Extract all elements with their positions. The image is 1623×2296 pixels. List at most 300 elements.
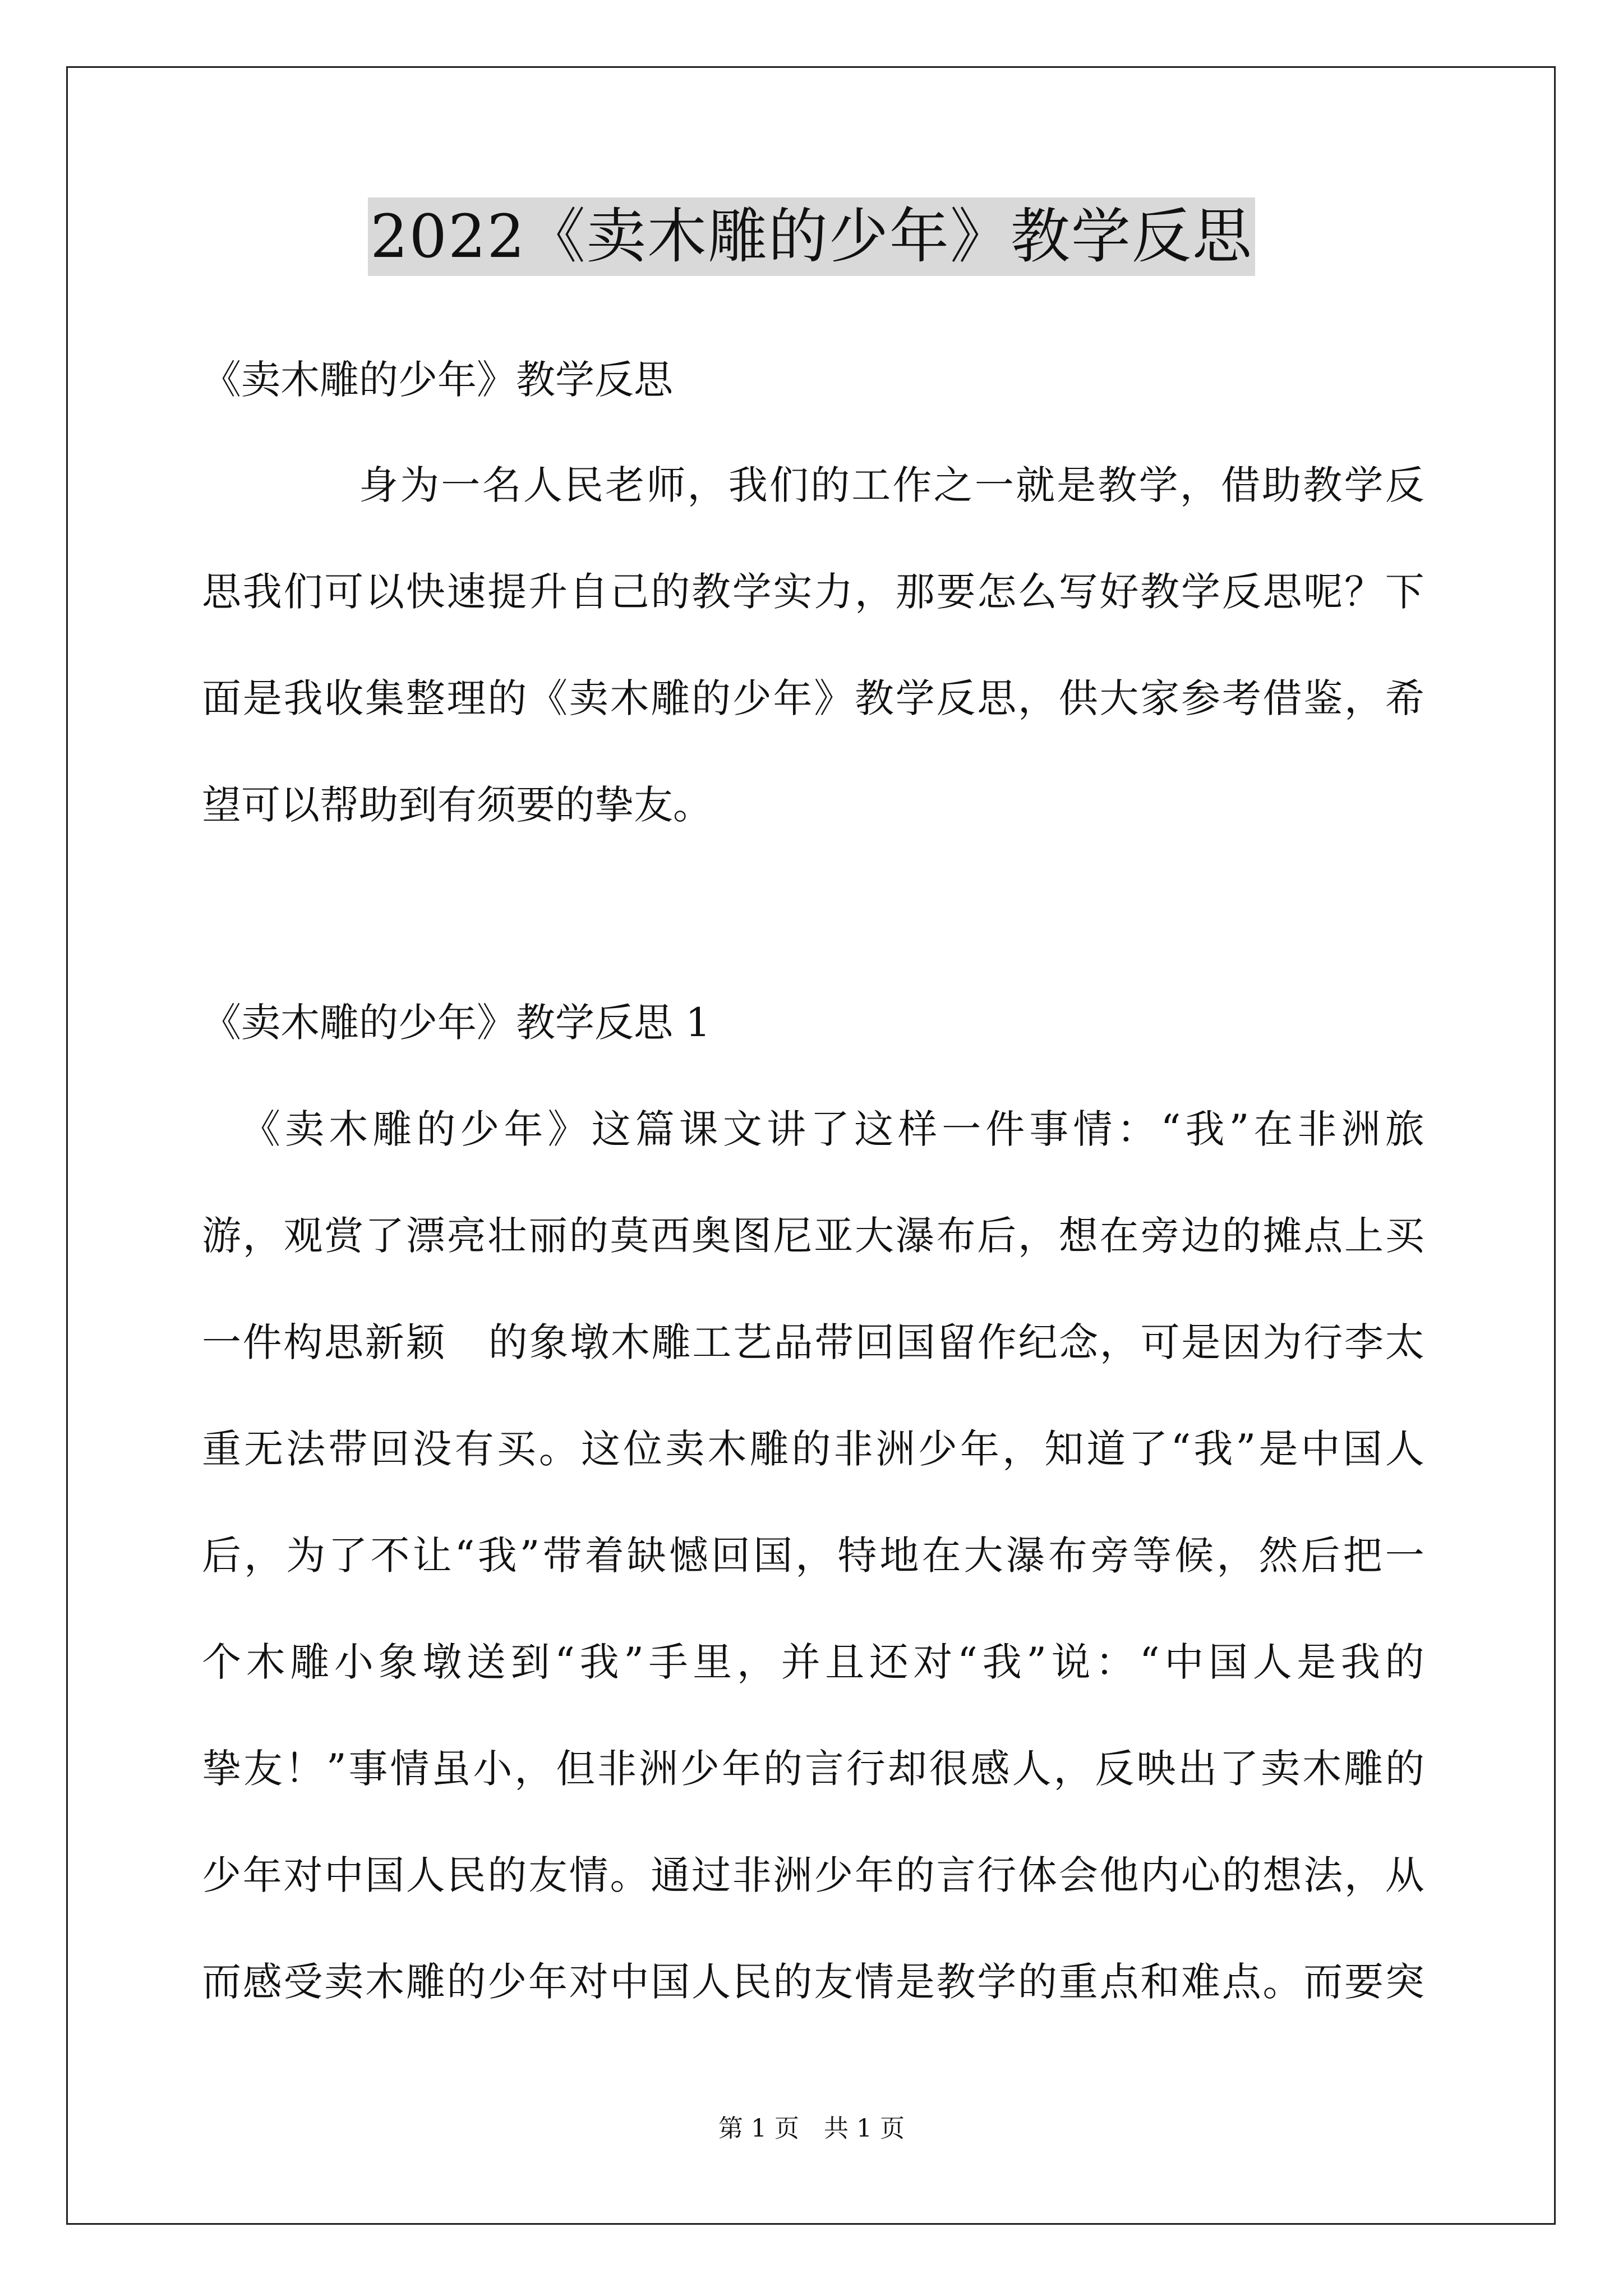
- glyph: 之: [933, 462, 973, 508]
- glyph: 游: [202, 1213, 241, 1259]
- glyph: 一: [1385, 1533, 1424, 1579]
- glyph: ，: [244, 1533, 284, 1579]
- glyph: 在: [921, 1533, 961, 1579]
- glyph: 后: [977, 1213, 1017, 1259]
- glyph: 思: [202, 569, 241, 615]
- glyph: ，: [1018, 1213, 1057, 1259]
- glyph: 一: [974, 462, 1014, 508]
- glyph: 课: [679, 1106, 718, 1152]
- glyph: 教: [936, 1959, 976, 2005]
- glyph: 思: [1262, 569, 1302, 615]
- glyph: 年: [773, 675, 813, 721]
- glyph: 洲: [1341, 1106, 1381, 1152]
- glyph: 映: [1136, 1746, 1176, 1792]
- glyph: 了: [1219, 1746, 1259, 1792]
- glyph: 的: [763, 1746, 803, 1792]
- glyph: 集: [365, 675, 404, 721]
- glyph: 洲: [773, 1852, 813, 1898]
- glyph: 写: [1058, 569, 1098, 615]
- glyph: 国: [365, 1852, 404, 1898]
- section1-line-wrap-8: [202, 1852, 1424, 1898]
- glyph: “: [1170, 1426, 1191, 1472]
- glyph: 大: [1099, 675, 1139, 721]
- glyph: 莫: [610, 1213, 649, 1259]
- glyph: 了: [365, 1213, 404, 1259]
- glyph: 感: [970, 1746, 1010, 1792]
- glyph: 怎: [977, 569, 1017, 615]
- glyph: 国: [1209, 1639, 1248, 1685]
- glyph: 教: [1098, 462, 1137, 508]
- glyph: 反: [1221, 569, 1261, 615]
- glyph: 那: [895, 569, 935, 615]
- glyph: 新: [365, 1319, 404, 1365]
- glyph: 行: [1303, 1319, 1343, 1365]
- intro-first-line-wrap: [202, 462, 1424, 508]
- glyph: 旅: [1385, 1106, 1424, 1152]
- glyph: 年: [528, 1959, 568, 2005]
- glyph: 么: [1018, 569, 1057, 615]
- glyph: 人: [1012, 1746, 1052, 1792]
- glyph: 学: [977, 1959, 1017, 2005]
- glyph: 想: [1262, 1852, 1302, 1898]
- glyph: 少: [680, 1746, 720, 1792]
- glyph: 学: [895, 675, 935, 721]
- glyph: 为: [1262, 1319, 1302, 1365]
- glyph: 们: [769, 462, 809, 508]
- glyph: 友: [528, 1852, 568, 1898]
- glyph: 赏: [324, 1213, 364, 1259]
- glyph: 少: [814, 1852, 854, 1898]
- glyph: 奥: [691, 1213, 731, 1259]
- glyph: 言: [804, 1746, 844, 1792]
- glyph: 了: [328, 1533, 368, 1579]
- glyph: 壮: [487, 1213, 527, 1259]
- glyph: 非: [833, 1426, 873, 1472]
- title-container: [0, 197, 1623, 276]
- glyph: “: [1139, 1639, 1160, 1685]
- glyph: 助: [1262, 462, 1302, 508]
- glyph: 借: [1220, 462, 1260, 508]
- glyph: 受: [283, 1959, 323, 2005]
- glyph: “: [1160, 1106, 1181, 1152]
- glyph: 实: [773, 569, 813, 615]
- glyph: 我: [283, 675, 323, 721]
- glyph: 年: [721, 1746, 761, 1792]
- glyph: ，: [855, 569, 894, 615]
- glyph: 他: [1099, 1852, 1139, 1898]
- glyph: 木: [246, 1639, 285, 1685]
- glyph: 面: [202, 675, 241, 721]
- glyph: 等: [1132, 1533, 1172, 1579]
- glyph: 卖: [285, 1106, 325, 1152]
- glyph: 法: [286, 1426, 326, 1472]
- document-title: 2022《卖木雕的少年》教学反思: [368, 197, 1255, 276]
- glyph: 们: [283, 569, 323, 615]
- glyph: 因: [1221, 1319, 1261, 1365]
- glyph: 的: [1385, 1639, 1424, 1685]
- glyph: 道: [1086, 1426, 1126, 1472]
- glyph: 过: [691, 1852, 731, 1898]
- glyph: 回: [711, 1533, 751, 1579]
- glyph: 国: [753, 1533, 793, 1579]
- glyph: 点: [1303, 1213, 1343, 1259]
- glyph: 旁: [1090, 1533, 1129, 1579]
- glyph: 对: [913, 1639, 953, 1685]
- glyph: 事: [348, 1746, 388, 1792]
- glyph: 的: [1385, 1746, 1424, 1792]
- glyph: 年: [504, 1106, 543, 1152]
- glyph: 旁: [1140, 1213, 1180, 1259]
- glyph: ：: [1095, 1639, 1135, 1685]
- glyph: 候: [1174, 1533, 1214, 1579]
- glyph: 买: [1385, 1213, 1424, 1259]
- glyph: 民: [732, 1959, 772, 2005]
- glyph: 特: [837, 1533, 877, 1579]
- section-heading-1: 《卖木雕的少年》教学反思 1: [202, 1000, 711, 1046]
- glyph: 不: [370, 1533, 410, 1579]
- glyph: 人: [523, 462, 562, 508]
- glyph: 手: [648, 1639, 688, 1685]
- glyph: 学: [1181, 569, 1220, 615]
- glyph: 难: [1181, 1959, 1220, 2005]
- glyph: 在: [1253, 1106, 1293, 1152]
- glyph: 作: [977, 1319, 1017, 1365]
- glyph: 对: [283, 1852, 323, 1898]
- glyph: 出: [1178, 1746, 1218, 1792]
- glyph: 少: [460, 1106, 500, 1152]
- glyph: 思: [324, 1319, 364, 1365]
- page-total: 共 1 页: [824, 2114, 905, 2143]
- glyph: 并: [781, 1639, 820, 1685]
- glyph: 反: [1095, 1746, 1135, 1792]
- glyph: 个: [202, 1639, 241, 1685]
- glyph: 里: [693, 1639, 732, 1685]
- glyph: ，: [1099, 1319, 1139, 1365]
- glyph: 观: [283, 1213, 323, 1259]
- glyph: 且: [825, 1639, 865, 1685]
- glyph: 年: [242, 1852, 282, 1898]
- intro-line-2: [202, 569, 1424, 615]
- section1-line-wrap-9: [202, 1959, 1424, 2005]
- glyph: 反: [936, 675, 976, 721]
- glyph: 参: [1181, 675, 1220, 721]
- glyph: 少: [732, 675, 772, 721]
- glyph: 了: [1128, 1426, 1168, 1472]
- glyph: 的: [446, 1959, 486, 2005]
- section1-line-2: [202, 1213, 1424, 1259]
- glyph: 是: [1297, 1639, 1336, 1685]
- glyph: 我: [1185, 1106, 1225, 1152]
- glyph: 带: [328, 1426, 368, 1472]
- glyph: 重: [1058, 1959, 1098, 2005]
- glyph: 我: [1340, 1639, 1380, 1685]
- glyph: 家: [1140, 675, 1180, 721]
- glyph: 。: [538, 1426, 578, 1472]
- glyph: 小: [473, 1746, 513, 1792]
- glyph: [460, 1323, 473, 1362]
- glyph: ！: [284, 1746, 324, 1792]
- glyph: 颖: [405, 1319, 445, 1365]
- glyph: 很: [929, 1746, 969, 1792]
- glyph: 的: [773, 1959, 813, 2005]
- glyph: 力: [814, 569, 854, 615]
- glyph: 布: [936, 1213, 976, 1259]
- glyph: 身: [359, 462, 398, 508]
- glyph: 卖: [324, 1959, 364, 2005]
- glyph: 事: [1029, 1106, 1069, 1152]
- glyph: 木: [329, 1106, 368, 1152]
- glyph: 的: [569, 1213, 608, 1259]
- section1-line-5: [202, 1533, 1424, 1579]
- glyph: ，: [1216, 1533, 1256, 1579]
- glyph: 而: [1303, 1959, 1343, 2005]
- glyph: ，: [1344, 1852, 1384, 1898]
- glyph: 呢: [1303, 569, 1343, 615]
- glyph: 边: [1181, 1213, 1220, 1259]
- intro-line-wrap-2: [202, 569, 1424, 615]
- glyph: 还: [869, 1639, 909, 1685]
- glyph: ，: [1002, 1426, 1042, 1472]
- section1-line-8: [202, 1852, 1424, 1898]
- glyph: 工: [851, 462, 891, 508]
- glyph: ”: [624, 1639, 644, 1685]
- glyph: 雕: [651, 675, 690, 721]
- glyph: 纪: [1018, 1319, 1058, 1365]
- glyph: 虽: [431, 1746, 471, 1792]
- glyph: 而: [202, 1959, 241, 2005]
- glyph: 留: [937, 1319, 976, 1365]
- glyph: 亚: [814, 1213, 854, 1259]
- glyph: 的: [1221, 1213, 1261, 1259]
- glyph: ，: [736, 1639, 776, 1685]
- glyph: 象: [378, 1639, 418, 1685]
- glyph: 墩: [422, 1639, 462, 1685]
- glyph: 友: [814, 1959, 854, 2005]
- glyph: 点: [1221, 1959, 1261, 2005]
- page-number: 第 1 页: [718, 2114, 799, 2143]
- glyph: 没: [412, 1426, 452, 1472]
- glyph: 这: [580, 1426, 620, 1472]
- glyph: ”: [1229, 1106, 1249, 1152]
- glyph: 非: [597, 1746, 637, 1792]
- glyph: 尼: [773, 1213, 813, 1259]
- glyph: ，: [1018, 675, 1057, 721]
- intro-line-4: 望可以帮助到有须要的挚友。: [202, 782, 712, 828]
- glyph: 我: [1193, 1426, 1233, 1472]
- glyph: “: [454, 1533, 475, 1579]
- glyph: 李: [1344, 1319, 1384, 1365]
- glyph: 学: [1138, 462, 1178, 508]
- glyph: 为: [286, 1533, 326, 1579]
- glyph: 木: [1302, 1746, 1342, 1792]
- glyph: 师: [646, 462, 686, 508]
- glyph: 我: [982, 1639, 1022, 1685]
- glyph: 太: [1385, 1319, 1424, 1365]
- glyph: 《: [241, 1106, 280, 1152]
- glyph: 我: [242, 569, 282, 615]
- glyph: ”: [1026, 1639, 1046, 1685]
- glyph: 地: [879, 1533, 919, 1579]
- glyph: 。: [1262, 1959, 1302, 2005]
- glyph: 言: [936, 1852, 976, 1898]
- glyph: 。: [610, 1852, 649, 1898]
- glyph: 却: [887, 1746, 927, 1792]
- glyph: 国: [651, 1959, 690, 2005]
- glyph: 中: [610, 1959, 649, 2005]
- glyph: ，: [242, 1213, 282, 1259]
- glyph: ，: [1053, 1746, 1093, 1792]
- glyph: “: [555, 1639, 575, 1685]
- glyph: 艺: [732, 1319, 772, 1365]
- glyph: 瀑: [1006, 1533, 1045, 1579]
- glyph: 的: [691, 675, 731, 721]
- glyph: 在: [1099, 1213, 1139, 1259]
- glyph: 年: [855, 1852, 894, 1898]
- glyph: 知: [1044, 1426, 1084, 1472]
- glyph: 从: [1385, 1852, 1424, 1898]
- glyph: 点: [1099, 1959, 1139, 2005]
- glyph: 》: [814, 675, 854, 721]
- glyph: 法: [1303, 1852, 1343, 1898]
- glyph: 有: [454, 1426, 494, 1472]
- glyph: 买: [496, 1426, 536, 1472]
- glyph: 教: [1303, 462, 1343, 508]
- glyph: 想: [1058, 1213, 1098, 1259]
- glyph: 一: [202, 1319, 241, 1365]
- section1-line-wrap-7: [202, 1746, 1424, 1792]
- glyph: 洲: [639, 1746, 679, 1792]
- glyph: 我: [477, 1533, 517, 1579]
- section1-line-wrap-6: [202, 1639, 1424, 1685]
- glyph: 情: [1073, 1106, 1113, 1152]
- glyph: 突: [1385, 1959, 1424, 2005]
- glyph: 卖: [665, 1426, 705, 1472]
- glyph: 教: [1140, 569, 1180, 615]
- glyph: 雕: [405, 1959, 445, 2005]
- intro-line-3: [202, 675, 1424, 721]
- glyph: 这: [854, 1106, 894, 1152]
- glyph: 少: [202, 1852, 241, 1898]
- glyph: 缺: [626, 1533, 666, 1579]
- glyph: 整: [405, 675, 445, 721]
- glyph: 墩: [570, 1319, 610, 1365]
- glyph: ，: [687, 462, 727, 508]
- glyph: 图: [732, 1213, 772, 1259]
- glyph: 人: [691, 1959, 731, 2005]
- glyph: 西: [651, 1213, 690, 1259]
- glyph: [446, 1323, 459, 1362]
- glyph: 人: [1385, 1426, 1424, 1472]
- glyph: 国: [896, 1319, 935, 1365]
- glyph: 木: [610, 1319, 650, 1365]
- glyph: 为: [400, 462, 440, 508]
- glyph: 雕: [372, 1106, 412, 1152]
- glyph: 丽: [528, 1213, 568, 1259]
- glyph: 心: [1181, 1852, 1220, 1898]
- section1-line-wrap-3: [202, 1319, 1424, 1365]
- glyph: 的: [488, 1319, 528, 1365]
- glyph: 大: [855, 1213, 894, 1259]
- glyph: 学: [1344, 462, 1384, 508]
- glyph: 就: [1016, 462, 1055, 508]
- intro-line-wrap-3: [202, 675, 1424, 721]
- glyph: 的: [487, 675, 527, 721]
- glyph: 体: [1018, 1852, 1057, 1898]
- glyph: 漂: [405, 1213, 445, 1259]
- glyph: 少: [917, 1426, 957, 1472]
- glyph: 情: [569, 1852, 608, 1898]
- glyph: 木: [610, 675, 649, 721]
- glyph: 回: [370, 1426, 410, 1472]
- glyph: 可: [324, 569, 364, 615]
- glyph: 雕: [1344, 1746, 1384, 1792]
- glyph: 一: [441, 462, 481, 508]
- glyph: 的: [651, 569, 690, 615]
- glyph: 的: [895, 1852, 935, 1898]
- section1-line-wrap-5: [202, 1533, 1424, 1579]
- section1-line-wrap-2: [202, 1213, 1424, 1259]
- glyph: ：: [1117, 1106, 1156, 1152]
- glyph: 可: [1140, 1319, 1180, 1365]
- glyph: ”: [1235, 1426, 1256, 1472]
- glyph: 情: [390, 1746, 430, 1792]
- glyph: 带: [814, 1319, 854, 1365]
- glyph: 非: [732, 1852, 772, 1898]
- glyph: 收: [324, 675, 364, 721]
- glyph: ”: [326, 1746, 347, 1792]
- glyph: 以: [365, 569, 404, 615]
- glyph: 带: [542, 1533, 582, 1579]
- glyph: 篇: [635, 1106, 675, 1152]
- glyph: 后: [1301, 1533, 1340, 1579]
- glyph: 老: [605, 462, 645, 508]
- glyph: 》: [547, 1106, 587, 1152]
- glyph: 到: [510, 1639, 550, 1685]
- glyph: ”: [519, 1533, 540, 1579]
- glyph: 内: [1140, 1852, 1180, 1898]
- glyph: 雕: [651, 1319, 691, 1365]
- section1-line-6: [202, 1639, 1424, 1685]
- glyph: 憾: [668, 1533, 708, 1579]
- glyph: 念: [1059, 1319, 1099, 1365]
- glyph: 提: [487, 569, 527, 615]
- glyph: 情: [855, 1959, 894, 2005]
- glyph: ，: [795, 1533, 835, 1579]
- glyph: 件: [985, 1106, 1025, 1152]
- glyph: 和: [1140, 1959, 1180, 2005]
- glyph: 要: [936, 569, 976, 615]
- glyph: 然: [1258, 1533, 1298, 1579]
- glyph: “: [957, 1639, 978, 1685]
- glyph: 卖: [1261, 1746, 1301, 1792]
- glyph: 希: [1385, 675, 1424, 721]
- glyph: 学: [732, 569, 772, 615]
- intro-line-wrap-4: [202, 782, 1424, 828]
- glyph: 速: [446, 569, 486, 615]
- glyph: 但: [556, 1746, 596, 1792]
- glyph: 瀑: [895, 1213, 935, 1259]
- glyph: 的: [1018, 1959, 1057, 2005]
- glyph: 中: [1301, 1426, 1340, 1472]
- page-footer: [0, 2115, 1623, 2143]
- glyph: 鉴: [1303, 675, 1343, 721]
- glyph: 民: [564, 462, 603, 508]
- section1-line-3: [202, 1319, 1424, 1365]
- glyph: 理: [446, 675, 486, 721]
- glyph: 木: [365, 1959, 404, 2005]
- glyph: 着: [584, 1533, 624, 1579]
- glyph: 亮: [446, 1213, 486, 1259]
